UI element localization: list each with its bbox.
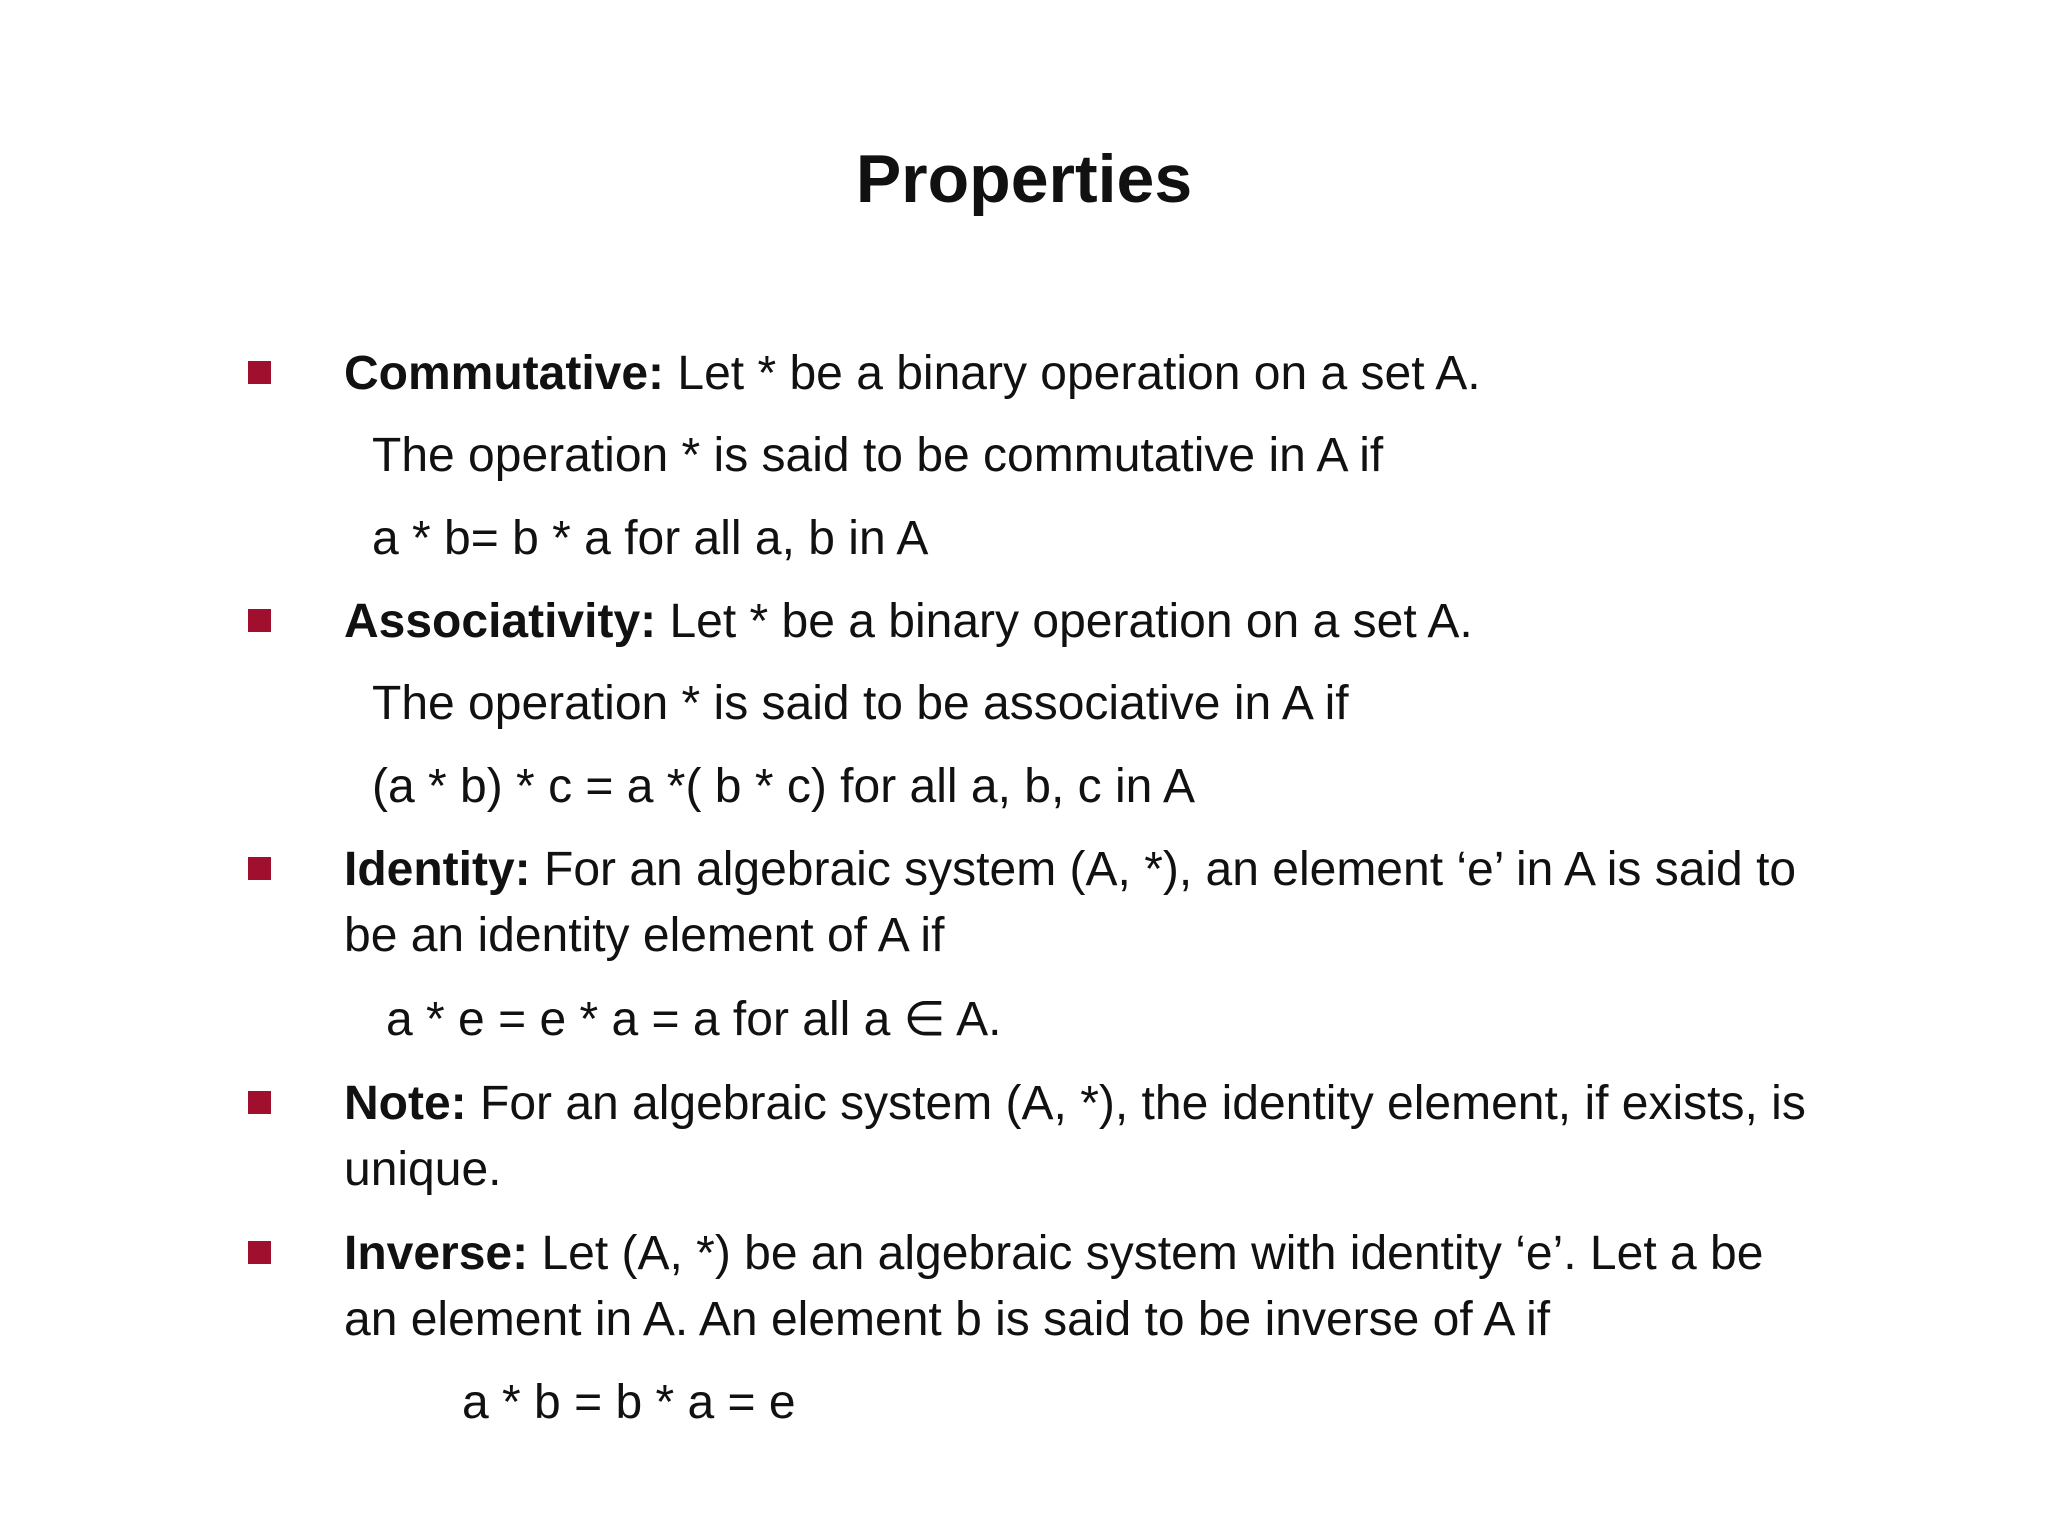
inverse-line-2: an element in A. An element b is said to be inverse of A if	[344, 1293, 1551, 1346]
inverse-line-3: a * b = b * a = e	[462, 1376, 796, 1429]
commutative-heading: Commutative:	[344, 347, 665, 400]
associativity-line-3: (a * b) * c = a *( b * c) for all a, b, c in A	[372, 760, 1196, 813]
identity-line-3: a * e = e * a = a for all a ∈ A.	[386, 993, 1002, 1046]
note-line-1-text: For an algebraic system (A, *), the identity element, if exists, is	[466, 1077, 1806, 1130]
slide-title: Properties	[855, 141, 1193, 217]
commutative-line-3: a * b= b * a for all a, b in A	[372, 512, 929, 565]
associativity-line-1-text: Let * be a binary operation on a set A.	[656, 595, 1473, 648]
note-heading: Note:	[344, 1077, 467, 1130]
bullet-identity	[248, 857, 271, 880]
bullet-commutative	[248, 361, 271, 384]
note-line-1	[344, 1077, 1806, 1130]
note-line-2: unique.	[344, 1143, 502, 1196]
identity-line-1-text: For an algebraic system (A, *), an element ‘e’ in A is said to	[530, 843, 1797, 896]
identity-line-1	[344, 843, 1797, 896]
associativity-line-2: The operation * is said to be associative in A if	[372, 677, 1349, 730]
associativity-line-1	[344, 595, 1473, 648]
inverse-heading: Inverse:	[344, 1227, 529, 1280]
bullet-inverse	[248, 1241, 271, 1264]
bullet-associativity	[248, 609, 271, 632]
inverse-line-1-text: Let (A, *) be an algebraic system with identity ‘e’. Let a be	[528, 1227, 1764, 1280]
bullet-note	[248, 1091, 271, 1114]
commutative-line-1	[344, 347, 1481, 400]
commutative-line-2: The operation * is said to be commutative in A if	[372, 429, 1384, 482]
inverse-line-1	[344, 1227, 1764, 1280]
identity-heading: Identity:	[344, 843, 531, 896]
associativity-heading: Associativity:	[344, 595, 657, 648]
commutative-line-1-text: Let * be a binary operation on a set A.	[664, 347, 1481, 400]
identity-line-2: be an identity element of A if	[344, 909, 945, 962]
